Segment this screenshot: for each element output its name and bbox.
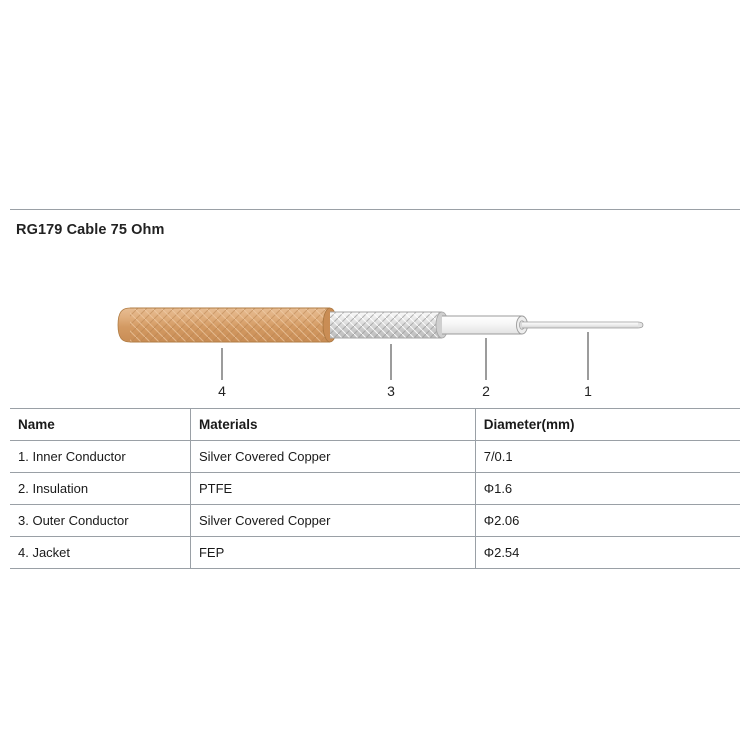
table-header-row [10, 409, 740, 441]
cell-material: Silver Covered Copper [190, 441, 475, 473]
cable-figure [10, 238, 740, 408]
column-header-diameter: Diameter(mm) [475, 409, 740, 441]
cell-diameter: Φ1.6 [475, 473, 740, 505]
cable-spec-card [10, 209, 740, 569]
cable-cutaway-illustration [10, 238, 740, 408]
cell-name: 1. Inner Conductor [10, 441, 190, 473]
inner-conductor-layer [522, 322, 643, 328]
cell-name: 2. Insulation [10, 473, 190, 505]
table-row [10, 537, 740, 569]
callout-label-1: 1 [584, 383, 592, 399]
table-row [10, 505, 740, 537]
cell-diameter: 7/0.1 [475, 441, 740, 473]
specification-table [10, 408, 740, 568]
cell-material: PTFE [190, 473, 475, 505]
insulation-layer [442, 316, 528, 334]
cell-material: Silver Covered Copper [190, 505, 475, 537]
cell-name: 3. Outer Conductor [10, 505, 190, 537]
callout-label-2: 2 [482, 383, 490, 399]
cell-diameter: Φ2.54 [475, 537, 740, 569]
table-row [10, 441, 740, 473]
page-title: RG179 Cable 75 Ohm [16, 222, 165, 238]
jacket-layer [118, 308, 337, 342]
table-row [10, 473, 740, 505]
column-header-name: Name [10, 409, 190, 441]
cell-name: 4. Jacket [10, 537, 190, 569]
callout-label-4: 4 [218, 383, 226, 399]
callout-label-3: 3 [387, 383, 395, 399]
cell-diameter: Φ2.06 [475, 505, 740, 537]
column-header-materials: Materials [190, 409, 475, 441]
outer-conductor-layer [330, 312, 448, 338]
cell-material: FEP [190, 537, 475, 569]
